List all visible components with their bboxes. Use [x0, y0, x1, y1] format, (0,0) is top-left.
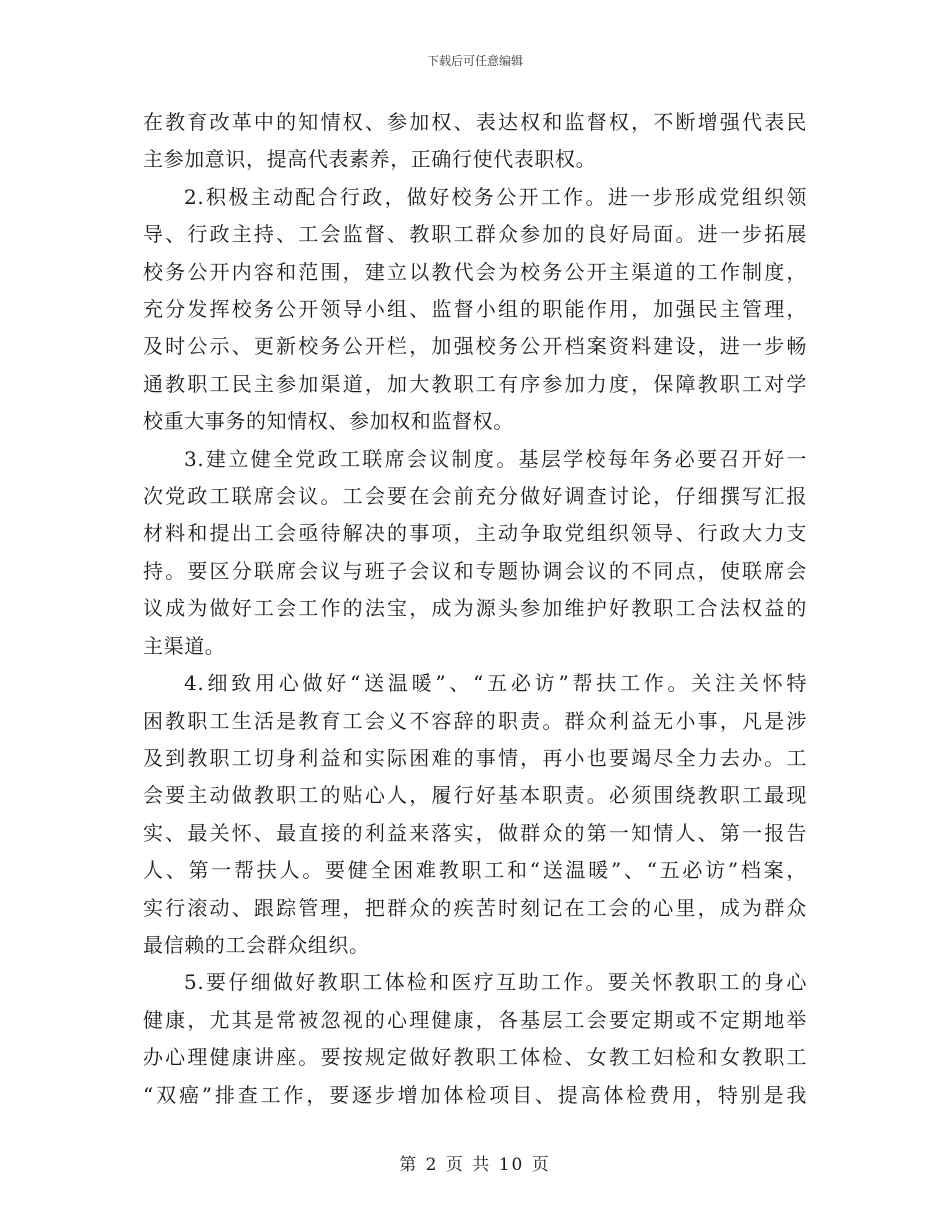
text-line: 最信赖的工会群众组织。	[143, 932, 370, 957]
text-line: 校重大事务的知情权、参加权和监督权。	[143, 409, 514, 434]
paragraph-4	[143, 665, 807, 964]
text-line: 4.细致用心做好“送温暖”、“五必访”帮扶工作。关注关怀特	[184, 671, 807, 696]
text-line: 健康，尤其是常被忽视的心理健康，各基层工会要定期或不定期地举	[143, 1007, 807, 1032]
text-line: 持。要区分联席会议与班子会议和专题协调会议的不同点，使联席会	[143, 558, 807, 583]
text-line: 材料和提出工会亟待解决的事项，主动争取党组织领导、行政大力支	[143, 521, 807, 546]
text-line: 在教育改革中的知情权、参加权、表达权和监督权，不断增强代表民	[143, 110, 807, 134]
text-line: 导、行政主持、工会监督、教职工群众参加的良好局面。进一步拓展	[143, 222, 807, 247]
text-line: 人、第一帮扶人。要健全困难教职工和“送温暖”、“五必访”档案，	[143, 858, 807, 883]
text-line: 通教职工民主参加渠道，加大教职工有序参加力度，保障教职工对学	[143, 371, 807, 396]
paragraph-5	[143, 964, 807, 1114]
paragraph-3	[143, 441, 807, 665]
text-line: 5.要仔细做好教职工体检和医疗互助工作。要关怀教职工的身心	[184, 970, 807, 995]
text-line: 办心理健康讲座。要按规定做好教职工体检、女教工妇检和女教职工	[143, 1045, 807, 1070]
text-line: 主参加意识，提高代表素养，正确行使代表职权。	[143, 147, 597, 172]
text-line: 困教职工生活是教育工会义不容辞的职责。群众利益无小事，凡是涉	[143, 708, 807, 733]
text-line: 实行滚动、跟踪管理，把群众的疾苦时刻记在工会的心里，成为群众	[143, 895, 807, 920]
text-line: 会要主动做教职工的贴心人，履行好基本职责。必须围绕教职工最现	[143, 783, 807, 808]
text-line: “双癌”排查工作，要逐步增加体检项目、提高体检费用，特别是我	[143, 1082, 807, 1107]
paragraph-1	[143, 104, 807, 179]
text-line: 3.建立健全党政工联席会议制度。基层学校每年务必要召开好一	[184, 446, 807, 471]
paragraph-2	[143, 179, 807, 441]
text-line: 及到教职工切身利益和实际困难的事情，再小也要竭尽全力去办。工	[143, 745, 807, 770]
text-line: 议成为做好工会工作的法宝，成为源头参加维护好教职工合法权益的	[143, 596, 807, 621]
text-line: 2.积极主动配合行政，做好校务公开工作。进一步形成党组织领	[184, 184, 807, 209]
text-line: 主渠道。	[143, 633, 226, 658]
text-line: 校务公开内容和范围，建立以教代会为校务公开主渠道的工作制度，	[143, 259, 807, 284]
text-line: 实、最关怀、最直接的利益来落实，做群众的第一知情人、第一报告	[143, 820, 807, 845]
text-line: 充分发挥校务公开领导小组、监督小组的职能作用，加强民主管理，	[143, 297, 807, 322]
text-line: 及时公示、更新校务公开栏，加强校务公开档案资料建设，进一步畅	[143, 334, 807, 359]
document-body	[143, 104, 807, 1114]
page-footer: 第 2 页 共 10 页	[399, 1155, 551, 1175]
text-line: 次党政工联席会议。工会要在会前充分做好调查讨论，仔细撰写汇报	[143, 484, 807, 509]
page-header: 下载后可任意编辑	[426, 54, 523, 68]
